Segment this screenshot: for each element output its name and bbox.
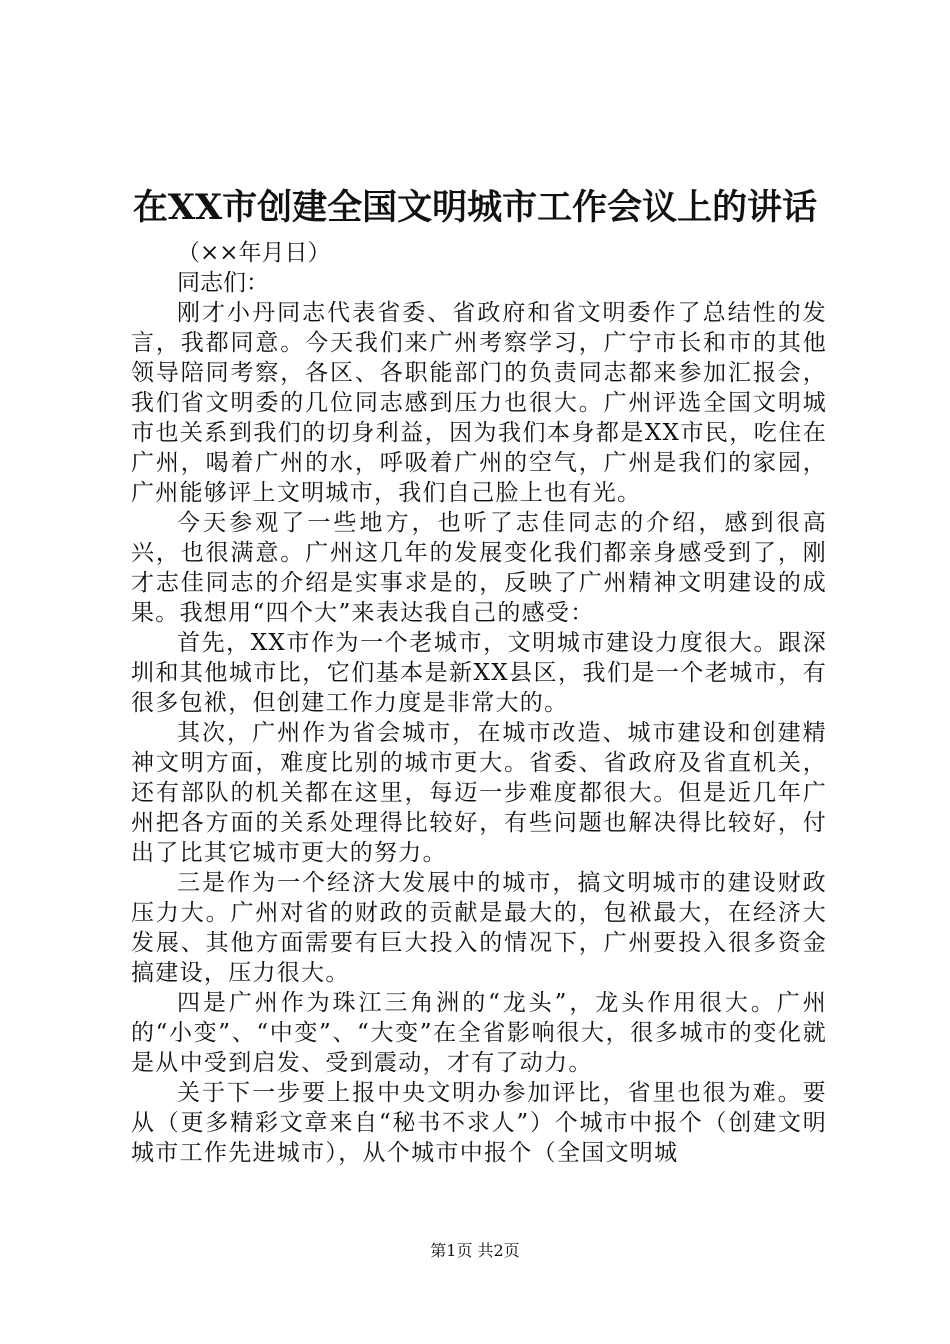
paragraph: 四是广州作为珠江三角洲的“龙头”，龙头作用很大。广州的“小变”、“中变”、“大变”在全省影响很大，很多城市的变化就是从中受到启发、受到震动，才有了动力。 [131,990,827,1076]
paragraph: 今天参观了一些地方，也听了志佳同志的介绍，感到很高兴，也很满意。广州这几年的发展变化我们都亲身感受到了，刚才志佳同志的介绍是实事求是的，反映了广州精神文明建设的成果。我想用“四个大”来表达我自己的感受： [131,510,827,626]
paragraph: 其次，广州作为省会城市，在城市改造、城市建设和创建精神文明方面，难度比别的城市更大。省委、省政府及省直机关，还有部队的机关都在这里，每迈一步难度都很大。但是近几年广州把各方面的关系处理得比较好，有些问题也解决得比较好，付出了比其它城市更大的努力。 [131,720,827,866]
page-number: 第1页 共2页 [430,1241,520,1260]
paragraph: 首先，XX市作为一个老城市，文明城市建设力度很大。跟深圳和其他城市比，它们基本是新XX县区，我们是一个老城市，有很多包袱，但创建工作力度是非常大的。 [131,630,827,716]
paragraph: 三是作为一个经济大发展中的城市，搞文明城市的建设财政压力大。广州对省的财政的贡献是最大的，包袱最大，在经济大发展、其他方面需要有巨大投入的情况下，广州要投入很多资金搞建设，压力很大。 [131,870,827,986]
document-body [131,238,827,1168]
date-line: （××年月日） [177,240,331,266]
paragraph: 关于下一步要上报中央文明办参加评比，省里也很为难。要从（更多精彩文章来自“秘书不求人”）个城市中报个（创建文明城市工作先进城市），从个城市中报个（全国文明城 [131,1080,827,1166]
paragraph: 刚才小丹同志代表省委、省政府和省文明委作了总结性的发言，我都同意。今天我们来广州考察学习，广宁市长和市的其他领导陪同考察，各区、各职能部门的负责同志都来参加汇报会，我们省文明委的几位同志感到压力也很大。广州评选全国文明城市也关系到我们的切身利益，因为我们本身都是XX市民，吃住在广州，喝着广州的水，呼吸着广州的空气，广州是我们的家园，广州能够评上文明城市，我们自己脸上也有光。 [131,300,827,506]
document-title: 在XX市创建全国文明城市工作会议上的讲话 [132,187,818,228]
salutation: 同志们： [177,270,269,296]
